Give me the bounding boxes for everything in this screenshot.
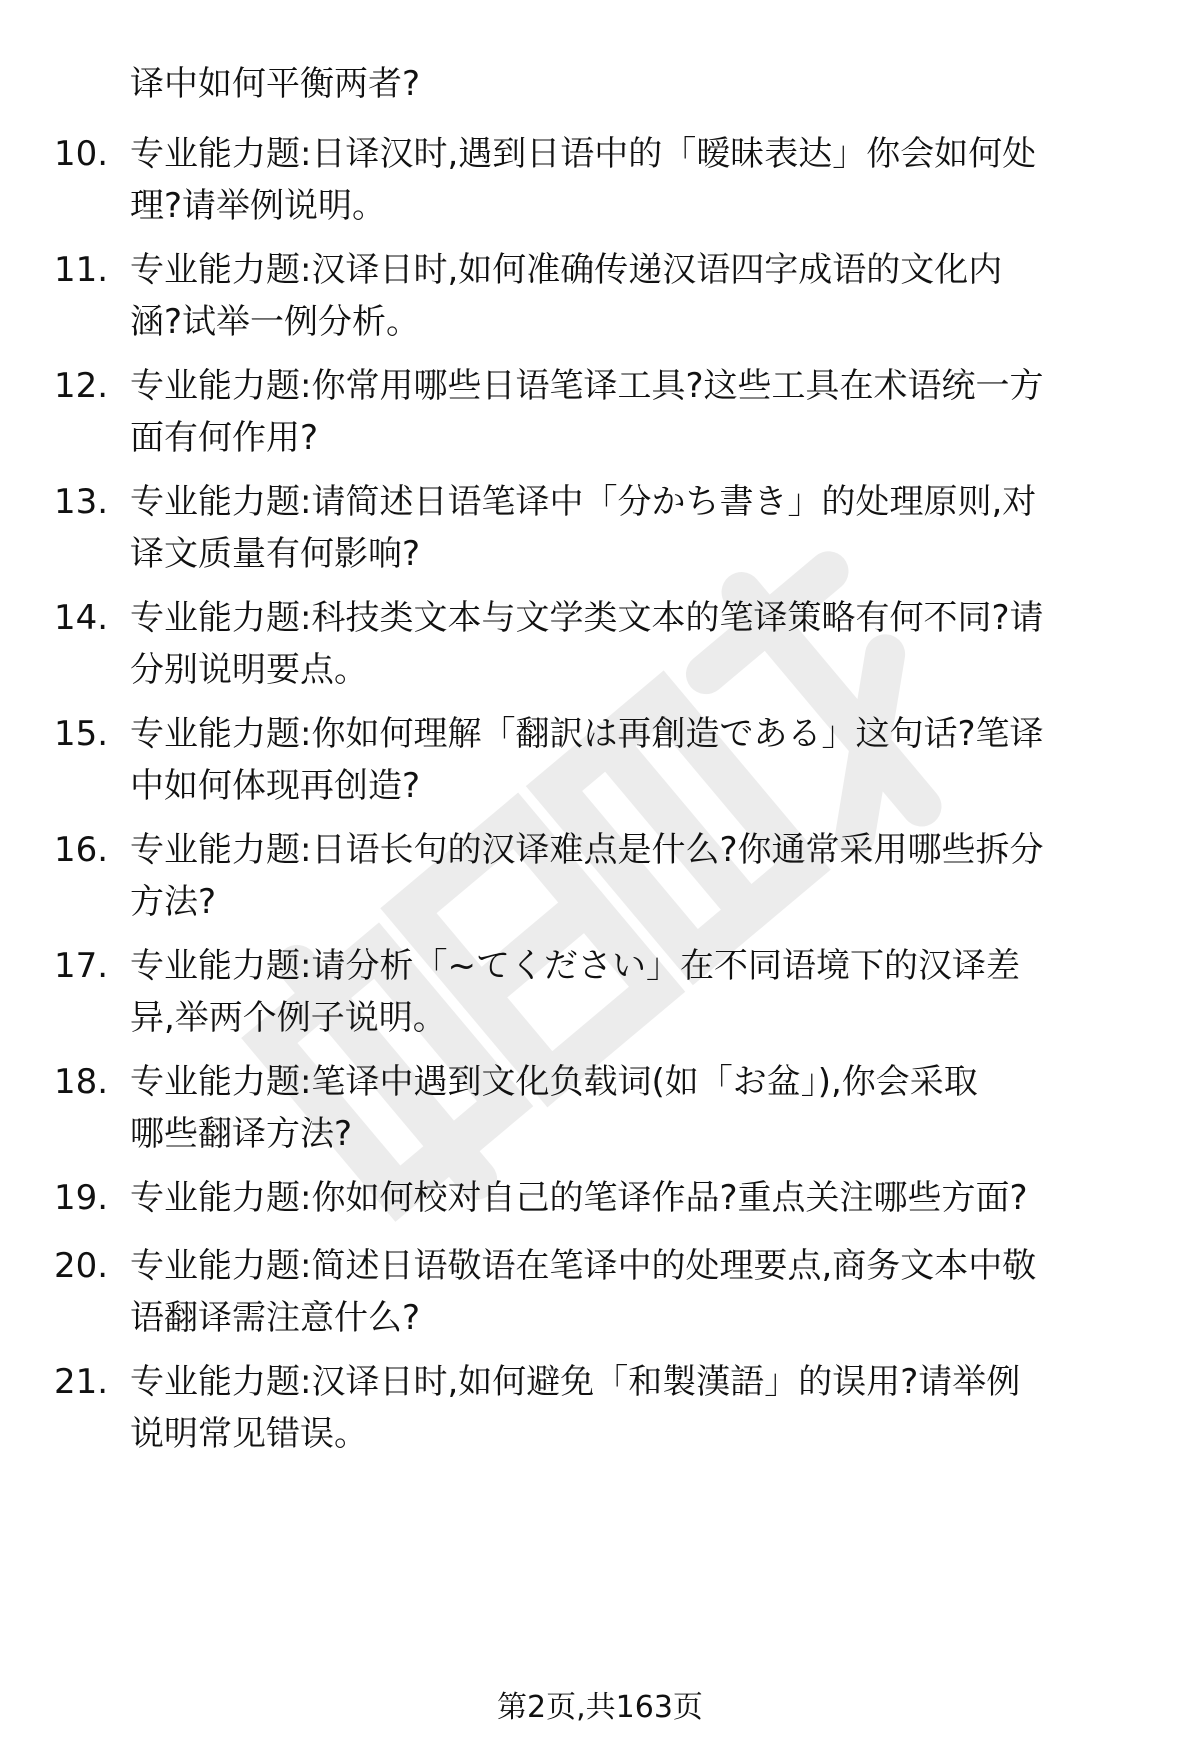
- question-text: [130, 1240, 1145, 1344]
- question-line: 面有何作用?: [130, 418, 319, 458]
- question-text: [130, 1172, 1145, 1224]
- question-line: 专业能力题:你如何理解「翻訳は再創造である」这句话?笔译: [130, 714, 1044, 754]
- question-line: 译文质量有何影响?: [130, 534, 421, 574]
- question-number: 10.: [54, 134, 109, 174]
- question-number: 12.: [54, 366, 109, 406]
- question-number: 15.: [54, 714, 109, 754]
- question-number: 11.: [54, 250, 109, 290]
- question-line: 异,举两个例子说明。: [130, 998, 447, 1038]
- question-line: 专业能力题:汉译日时,如何避免「和製漢語」的误用?请举例: [130, 1362, 1021, 1402]
- question-line: 专业能力题:你常用哪些日语笔译工具?这些工具在术语统一方: [130, 366, 1044, 406]
- question-line: 专业能力题:你如何校对自己的笔译作品?重点关注哪些方面?: [130, 1178, 1028, 1218]
- question-line: 专业能力题:科技类文本与文学类文本的笔译策略有何不同?请: [130, 598, 1044, 638]
- question-line: 专业能力题:日语长句的汉译难点是什么?你通常采用哪些拆分: [130, 830, 1044, 870]
- question-line: 说明常见错误。: [130, 1414, 368, 1454]
- question-line: 专业能力题:请简述日语笔译中「分かち書き」的处理原则,对: [130, 482, 1037, 522]
- question-line: 中如何体现再创造?: [130, 766, 421, 806]
- question-number: 20.: [54, 1246, 109, 1286]
- question-line: 哪些翻译方法?: [130, 1114, 353, 1154]
- question-number: 14.: [54, 598, 109, 638]
- question-line: 理?请举例说明。: [130, 186, 387, 226]
- question-text: [130, 708, 1145, 812]
- question-number: 21.: [54, 1362, 109, 1402]
- question-number: 19.: [54, 1178, 109, 1218]
- question-line: 语翻译需注意什么?: [130, 1298, 421, 1338]
- question-line: 专业能力题:请分析「~てください」在不同语境下的汉译差: [130, 946, 1020, 986]
- question-text: [130, 824, 1145, 928]
- question-line: 专业能力题:日译汉时,遇到日语中的「暧昧表达」你会如何处: [130, 134, 1037, 174]
- question-number: 18.: [54, 1062, 109, 1102]
- question-text: [130, 128, 1145, 232]
- question-text: [130, 940, 1145, 1044]
- question-line: 专业能力题:笔译中遇到文化负载词(如「お盆」),你会采取: [130, 1062, 978, 1102]
- question-number: 17.: [54, 946, 109, 986]
- question-text: [130, 476, 1145, 580]
- question-line: 专业能力题:汉译日时,如何准确传递汉语四字成语的文化内: [130, 250, 1003, 290]
- question-line: 分别说明要点。: [130, 650, 368, 690]
- question-text: [130, 1056, 1145, 1160]
- page-footer: 第2页,共163页: [497, 1690, 703, 1725]
- question-line: 专业能力题:简述日语敬语在笔译中的处理要点,商务文本中敬: [130, 1246, 1037, 1286]
- question-text: [130, 360, 1145, 464]
- question-line: 方法?: [130, 882, 217, 922]
- question-line: 涵?试举一例分析。: [130, 302, 421, 342]
- continuation-text: 译中如何平衡两者?: [130, 64, 421, 104]
- question-number: 13.: [54, 482, 109, 522]
- question-text: [130, 1356, 1145, 1460]
- question-number: 16.: [54, 830, 109, 870]
- question-text: [130, 592, 1145, 696]
- question-text: [130, 244, 1145, 348]
